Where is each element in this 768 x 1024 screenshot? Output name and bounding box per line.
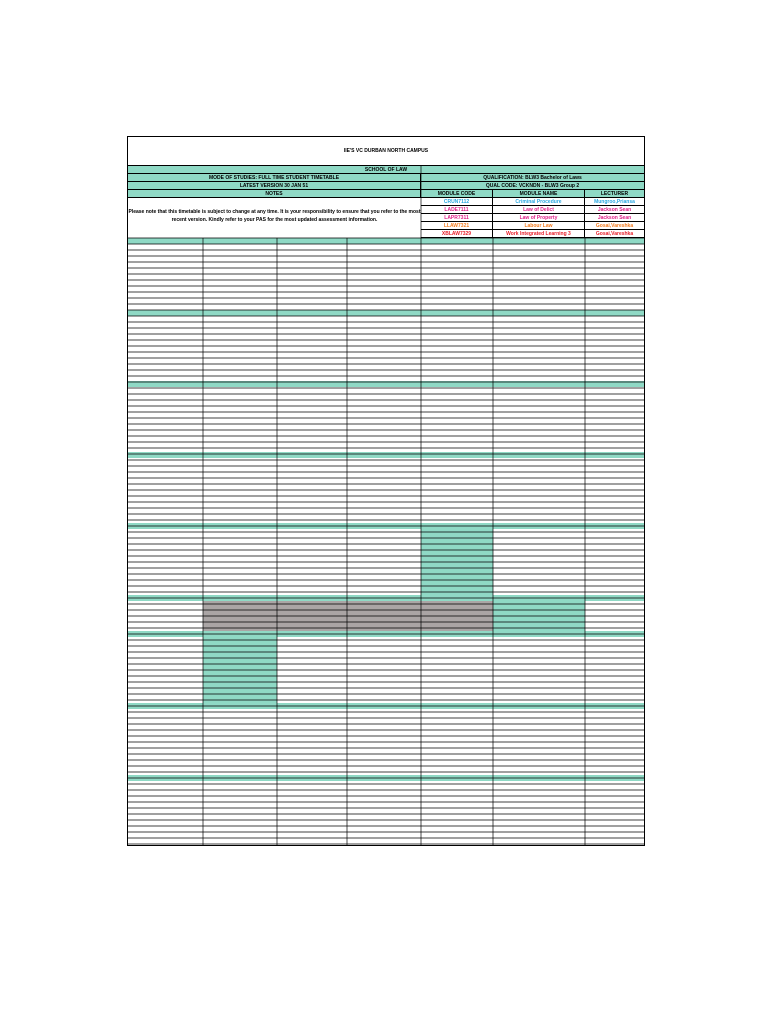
latest-version: LATEST VERSION 30 JAN 51 <box>128 182 421 190</box>
module-name: Law of Delict <box>493 206 585 214</box>
module-name: Criminal Procedure <box>493 198 585 206</box>
section-header-band <box>128 452 644 458</box>
module-lecturer: Mungroo,Priansa <box>585 198 644 206</box>
module-code: LADE7111 <box>421 206 493 214</box>
module-code: XBLAW7329 <box>421 230 493 238</box>
module-name: Work Integrated Learning 3 <box>493 230 585 238</box>
module-code: LLAW7321 <box>421 222 493 230</box>
module-name: Labour Law <box>493 222 585 230</box>
disclaimer-note: Please note that this timetable is subject to change at any time. It is your responsibility to ensure that you refer to the most recent version. Kindly refer to your PAS for the most updated assessment information. <box>128 209 421 223</box>
timetable-sheet <box>127 136 645 846</box>
module-name: Law of Property <box>493 214 585 222</box>
notes-label: NOTES <box>128 190 421 198</box>
mode-of-studies: MODE OF STUDIES: FULL TIME STUDENT TIMETABLE <box>128 174 421 182</box>
col-module-name: MODULE NAME <box>493 190 585 198</box>
school-title: SCHOOL OF LAW <box>128 166 644 174</box>
campus-title: IIE'S VC DURBAN NORTH CAMPUS <box>128 137 644 166</box>
module-code: LAPR7311 <box>421 214 493 222</box>
module-lecturer: Gosai,Vareshka <box>585 230 644 238</box>
qualification: QUALIFICATION: BLW3 Bachelor of Laws <box>421 174 644 182</box>
module-lecturer: Gosai,Vareshka <box>585 222 644 230</box>
col-lecturer: LECTURER <box>585 190 644 198</box>
qual-code: QUAL CODE: VCKNDN - BLW3 Group 2 <box>421 182 644 190</box>
module-lecturer: Jackson Sean <box>585 206 644 214</box>
module-code: CRUN7112 <box>421 198 493 206</box>
section-header-band <box>128 238 644 244</box>
timetable-grid <box>128 137 644 845</box>
section-header-band <box>128 310 644 316</box>
col-module-code: MODULE CODE <box>421 190 493 198</box>
module-lecturer: Jackson Sean <box>585 214 644 222</box>
